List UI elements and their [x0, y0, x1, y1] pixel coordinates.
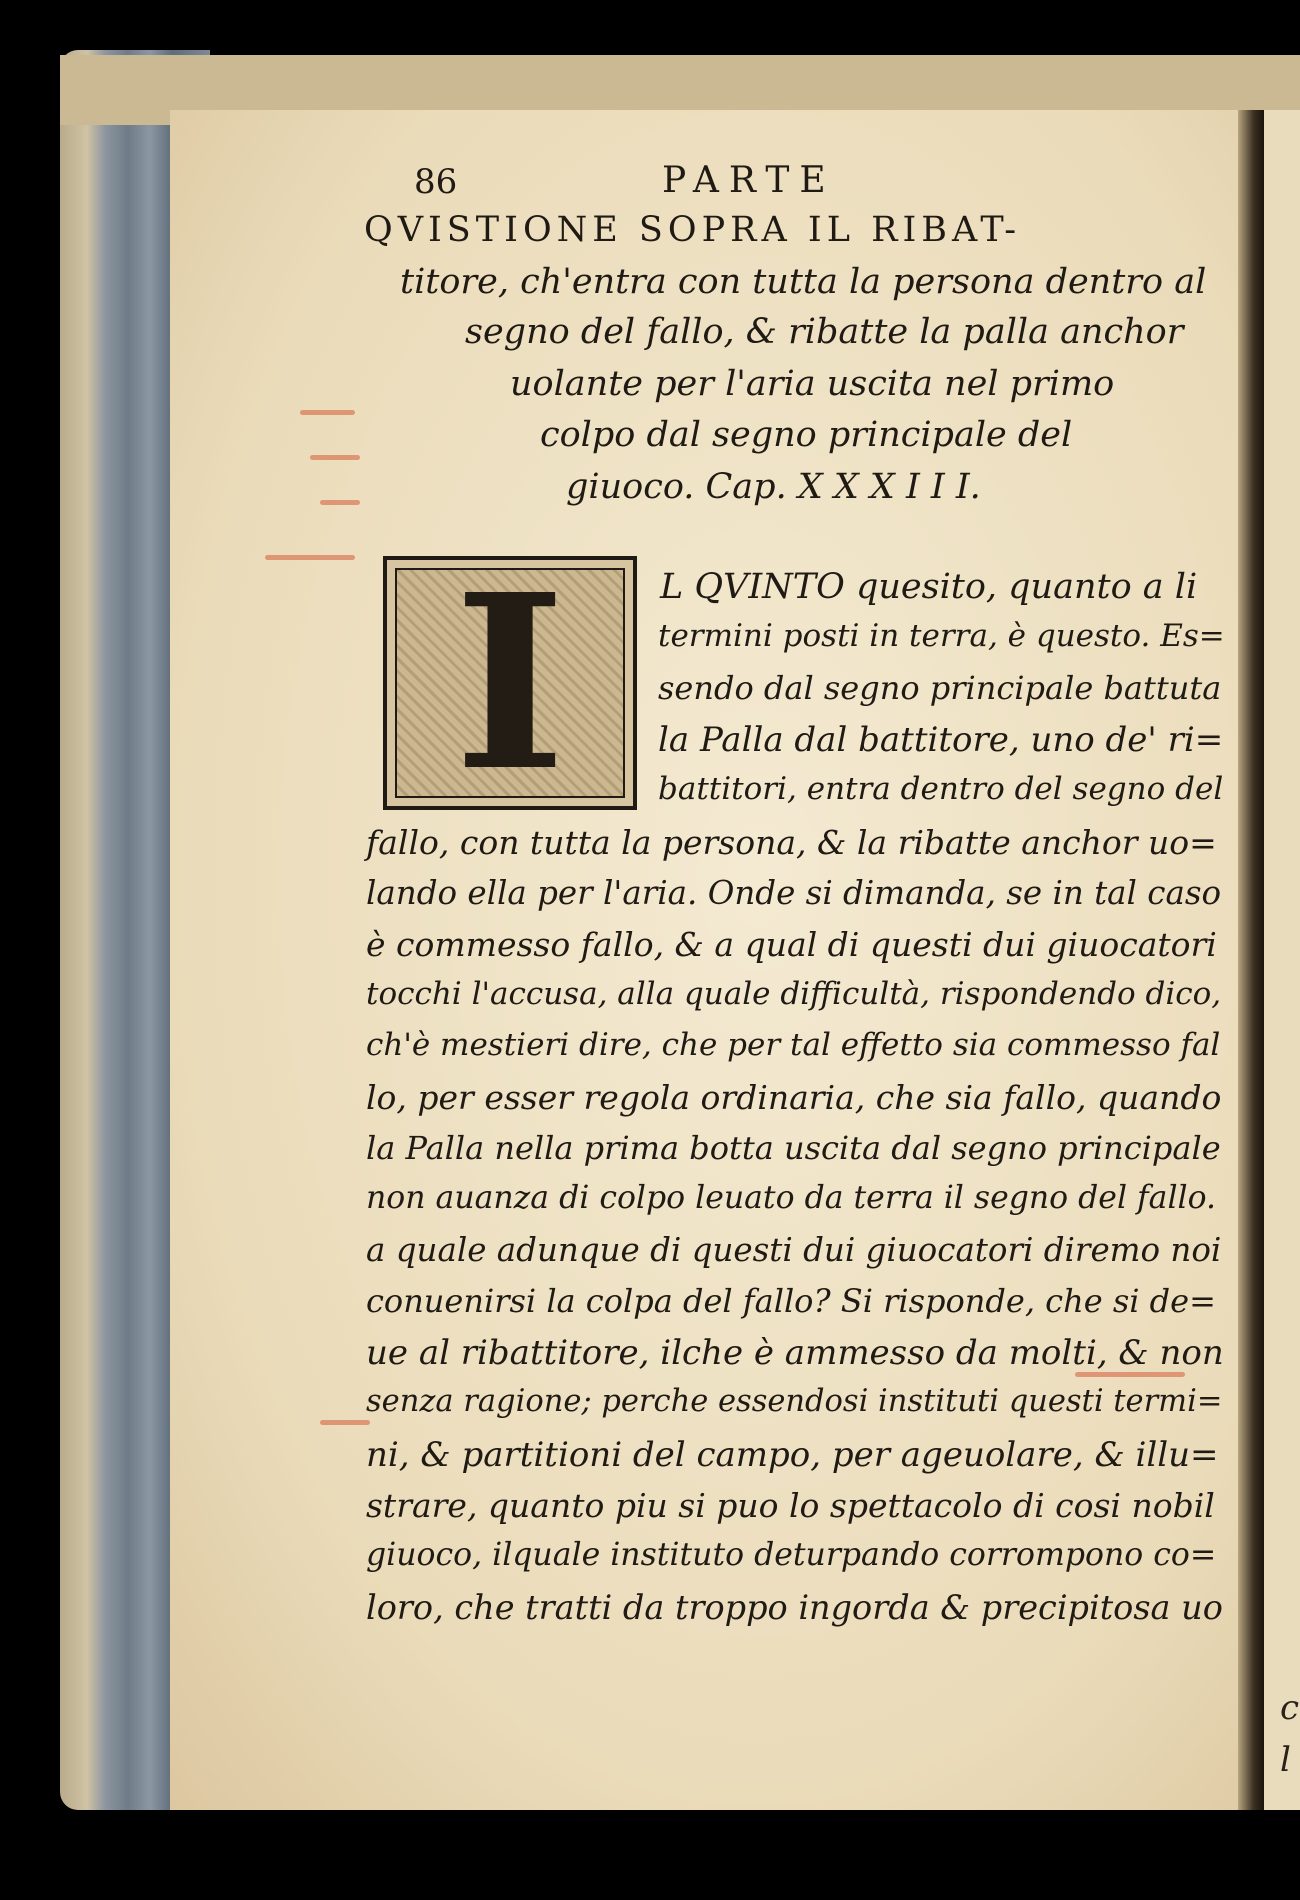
facing-page-letter: l	[1280, 1740, 1291, 1780]
body-line: lando ella per l'aria. Onde si dimanda, se in tal caso	[366, 874, 1222, 912]
body-line: tocchi l'accusa, alla quale difficultà, rispondendo dico,	[366, 976, 1222, 1012]
facing-page-letter: c	[1280, 1688, 1300, 1728]
body-line: è commesso fallo, & a qual di questi dui giuocatori	[366, 925, 1217, 964]
body-line: ue al ribattitore, ilche è ammesso da molti, & non	[366, 1333, 1224, 1373]
chapter-heading-line: giuoco. Cap. X X X I I I.	[566, 467, 981, 507]
body-line: senza ragione; perche essendosi instituti questi termi=	[366, 1384, 1223, 1419]
body-line: conuenirsi la colpa del fallo? Si risponde, che si de=	[366, 1282, 1216, 1320]
chapter-heading-line: colpo dal segno principale del	[540, 415, 1073, 455]
running-title: PARTE	[662, 160, 836, 201]
decorated-initial	[383, 542, 637, 824]
body-line: ni, & partitioni del campo, per ageuolare, & illu=	[366, 1435, 1219, 1475]
body-line: L QVINTO quesito, quanto a li	[660, 567, 1198, 607]
chapter-heading-line: titore, ch'entra con tutta la persona dentro al	[400, 262, 1207, 302]
page-number: 86	[414, 162, 458, 202]
body-line: la Palla nella prima botta uscita dal segno principale	[366, 1129, 1221, 1167]
body-line: sendo dal segno principale battuta	[658, 669, 1222, 707]
initial-letter: I	[453, 542, 567, 824]
body-line: loro, che tratti da troppo ingorda & precipitosa uo	[366, 1588, 1223, 1627]
body-line: ch'è mestieri dire, che per tal effetto sia commesso fal	[366, 1027, 1221, 1063]
chapter-heading-line: uolante per l'aria uscita nel primo	[510, 364, 1115, 404]
body-line: giuoco, ilquale instituto deturpando corrompono co=	[366, 1537, 1217, 1573]
body-line: la Palla dal battitore, uno de' ri=	[658, 720, 1224, 760]
body-line: non auanza di colpo leuato da terra il segno del fallo.	[366, 1180, 1217, 1216]
body-line: lo, per esser regola ordinaria, che sia fallo, quando	[366, 1078, 1222, 1117]
body-line: strare, quanto piu si puo lo spettacolo di cosi nobil	[366, 1486, 1215, 1525]
chapter-heading-line: QVISTIONE SOPRA IL RIBAT-	[364, 210, 1022, 250]
body-line: a quale adunque di questi dui giuocatori diremo noi	[366, 1231, 1222, 1269]
body-line: termini posti in terra, è questo. Es=	[658, 618, 1225, 654]
body-line: fallo, con tutta la persona, & la ribatte anchor uo=	[366, 823, 1217, 862]
body-line: battitori, entra dentro del segno del	[658, 771, 1224, 807]
chapter-heading-line: segno del fallo, & ribatte la palla anchor	[465, 312, 1184, 352]
